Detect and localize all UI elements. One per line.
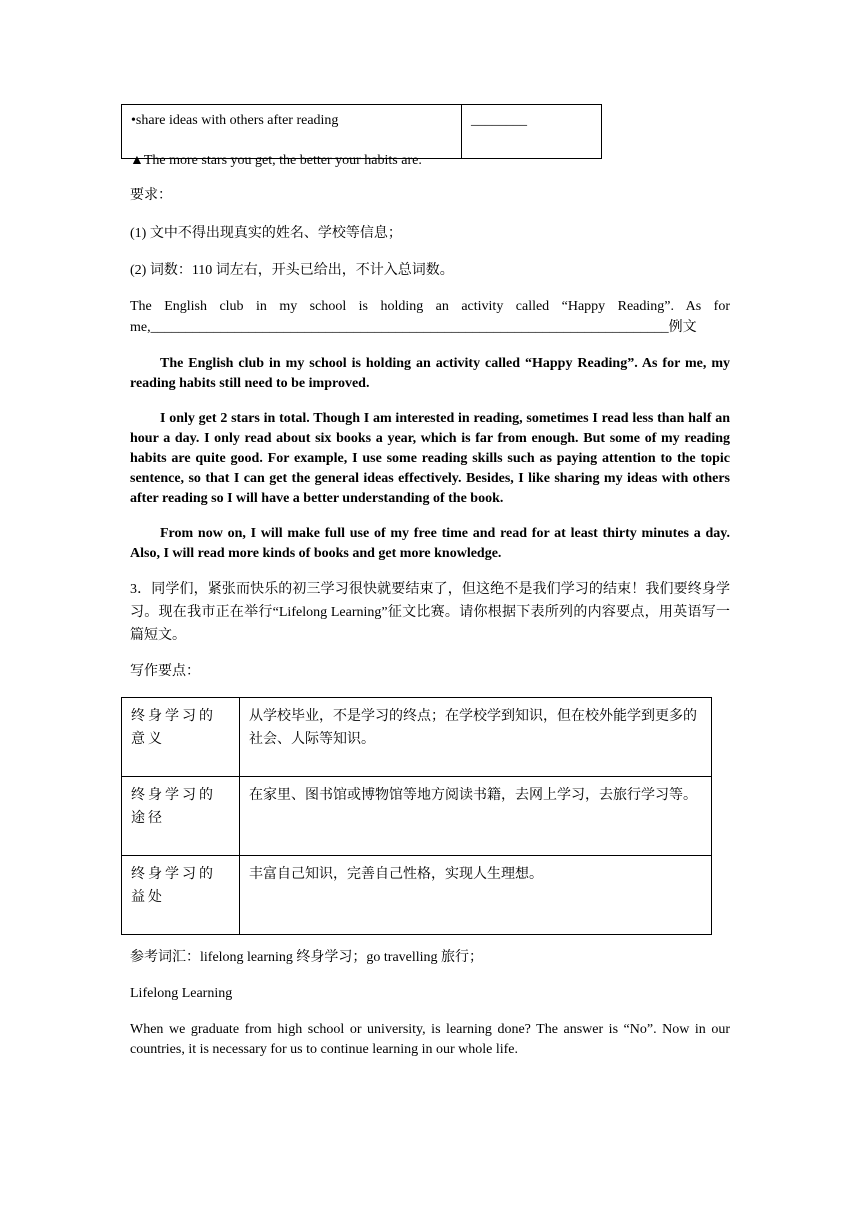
prompt-line-1: The English club in my school is holding an activity called “Happy Reading”. As for bbox=[130, 299, 730, 314]
writing-points-table bbox=[121, 697, 712, 935]
prompt-blank: me,__________________________________________________________________________ bbox=[130, 320, 669, 335]
essay-paragraph-3: From now on, I will make full use of my free time and read for at least thirty minutes a day. Also, I will read more kinds of books and get more knowledge. bbox=[130, 526, 730, 561]
requirement-2: (2) 词数：110 词左右，开头已给出，不计入总词数。 bbox=[130, 263, 454, 278]
question-3-text: 3．同学们，紧张而快乐的初三学习很快就要结束了，但这绝不是我们学习的结束！我们要终身学习。现在我市正在举行“Lifelong Learning”征文比赛。请你根据下表所列的内容要点，用英语写一篇短文。 bbox=[130, 582, 730, 643]
point-label: 终身学习的益处 bbox=[122, 856, 240, 935]
writing-points-title: 写作要点： bbox=[130, 664, 200, 679]
essay-paragraph-1: The English club in my school is holding an activity called “Happy Reading”. As for me, my reading habits still need to be improved. bbox=[130, 356, 730, 391]
table-row bbox=[122, 777, 712, 856]
habit-item-cell: •share ideas with others after reading bbox=[122, 105, 462, 159]
essay-paragraph-2: I only get 2 stars in total. Though I am interested in reading, sometimes I read less than half an hour a day. I only read about six books a year, which is far from enough. But some of my reading habits are quite good. For example, I use some reading skills such as paying attention to the topic sentence, so that I can get the general ideas effectively. Besides, I like sharing my ideas with others after reading so I will have a better understanding of the book. bbox=[130, 411, 730, 506]
stars-note: ▲The more stars you get, the better your habits are. bbox=[130, 153, 422, 168]
requirements-title: 要求： bbox=[130, 188, 172, 203]
requirement-1: (1) 文中不得出现真实的姓名、学校等信息； bbox=[130, 226, 402, 241]
reference-vocab: 参考词汇：lifelong learning 终身学习；go travelling 旅行； bbox=[130, 950, 484, 965]
point-label: 终身学习的意义 bbox=[122, 698, 240, 777]
table-row bbox=[122, 698, 712, 777]
point-content: 丰富自己知识，完善自己性格，实现人生理想。 bbox=[240, 856, 712, 935]
example-tag: 例文 bbox=[668, 319, 697, 335]
point-content: 在家里、图书馆或博物馆等地方阅读书籍，去网上学习，去旅行学习等。 bbox=[240, 777, 712, 856]
point-label: 终身学习的途径 bbox=[122, 777, 240, 856]
stars-blank-cell: ________ bbox=[462, 105, 602, 159]
table-row bbox=[122, 856, 712, 935]
essay-title: Lifelong Learning bbox=[130, 986, 233, 1001]
point-content: 从学校毕业，不是学习的终点；在学校学到知识，但在校外能学到更多的社会、人际等知识。 bbox=[240, 698, 712, 777]
essay-start: When we graduate from high school or university, is learning done? The answer is “No”. Now in our countries, it is necessary for us to continue learning in our whole life. bbox=[130, 1022, 730, 1057]
prompt-line-2 bbox=[130, 317, 730, 338]
